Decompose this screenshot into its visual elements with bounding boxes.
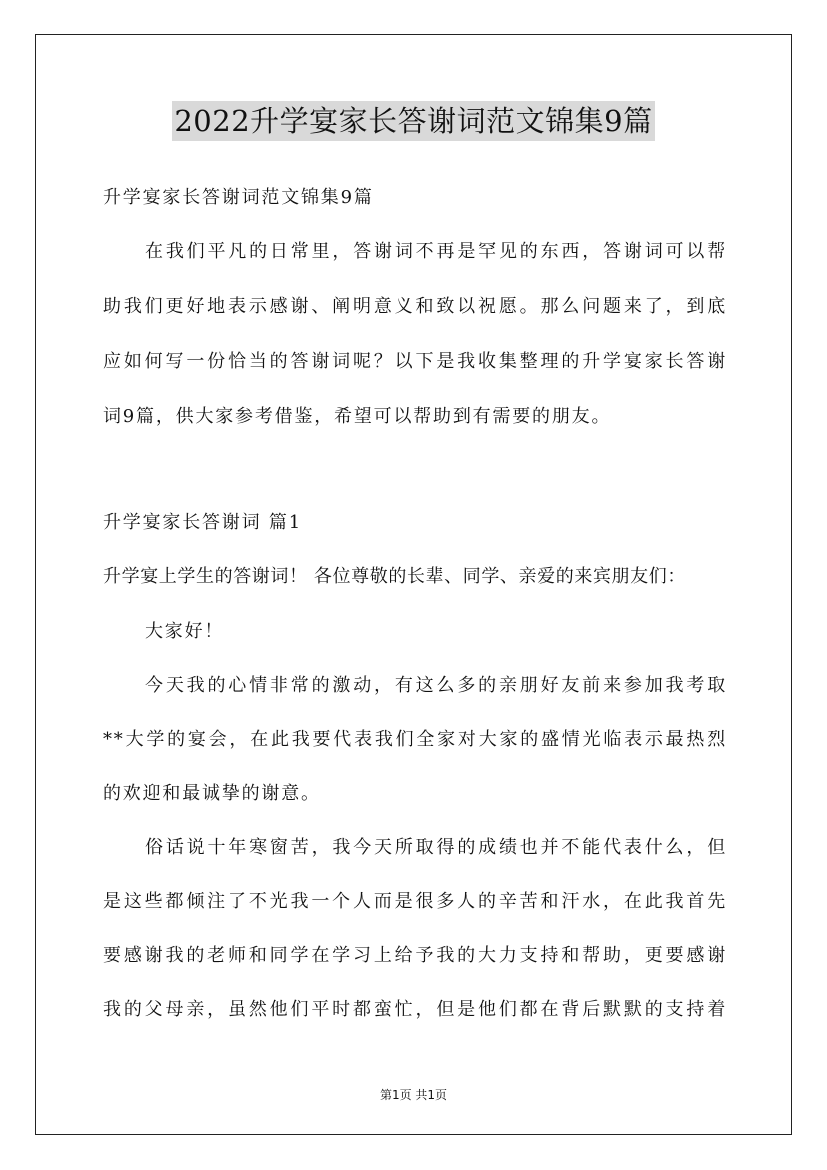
intro-line: 应如何写一份恰当的答谢词呢？以下是我收集整理的升学宴家长答谢 xyxy=(103,351,727,372)
intro-line: 助我们更好地表示感谢、阐明意义和致以祝愿。那么问题来了，到底 xyxy=(103,296,727,317)
intro-line: 在我们平凡的日常里，答谢词不再是罕见的东西，答谢词可以帮 xyxy=(145,241,727,262)
greeting: 大家好！ xyxy=(145,621,225,642)
subtitle: 升学宴家长答谢词范文锦集9篇 xyxy=(103,187,374,208)
paragraph-line: 是这些都倾注了不光我一个人而是很多人的辛苦和汗水，在此我首先 xyxy=(103,891,727,912)
intro-line: 词9篇，供大家参考借鉴，希望可以帮助到有需要的朋友。 xyxy=(103,406,612,427)
paragraph-line: 要感谢我的老师和同学在学习上给予我的大力支持和帮助，更要感谢 xyxy=(103,945,727,966)
paragraph-line: 我的父母亲，虽然他们平时都蛮忙，但是他们都在背后默默的支持着 xyxy=(103,999,727,1020)
paragraph-line: 的欢迎和最诚挚的谢意。 xyxy=(103,783,321,804)
section-heading: 升学宴家长答谢词 篇1 xyxy=(103,512,302,533)
page-footer: 第1页 共1页 xyxy=(379,1088,448,1102)
paragraph-line: 俗话说十年寒窗苦，我今天所取得的成绩也并不能代表什么，但 xyxy=(145,837,727,858)
title-container xyxy=(0,101,827,141)
paragraph-line: **大学的宴会，在此我要代表我们全家对大家的盛情光临表示最热烈 xyxy=(103,729,727,750)
paragraph-line: 今天我的心情非常的激动，有这么多的亲朋好友前来参加我考取 xyxy=(145,675,727,696)
section-opening: 升学宴上学生的答谢词！ 各位尊敬的长辈、同学、亲爱的来宾朋友们： xyxy=(103,566,686,587)
document-title: 2022升学宴家长答谢词范文锦集9篇 xyxy=(172,101,654,141)
